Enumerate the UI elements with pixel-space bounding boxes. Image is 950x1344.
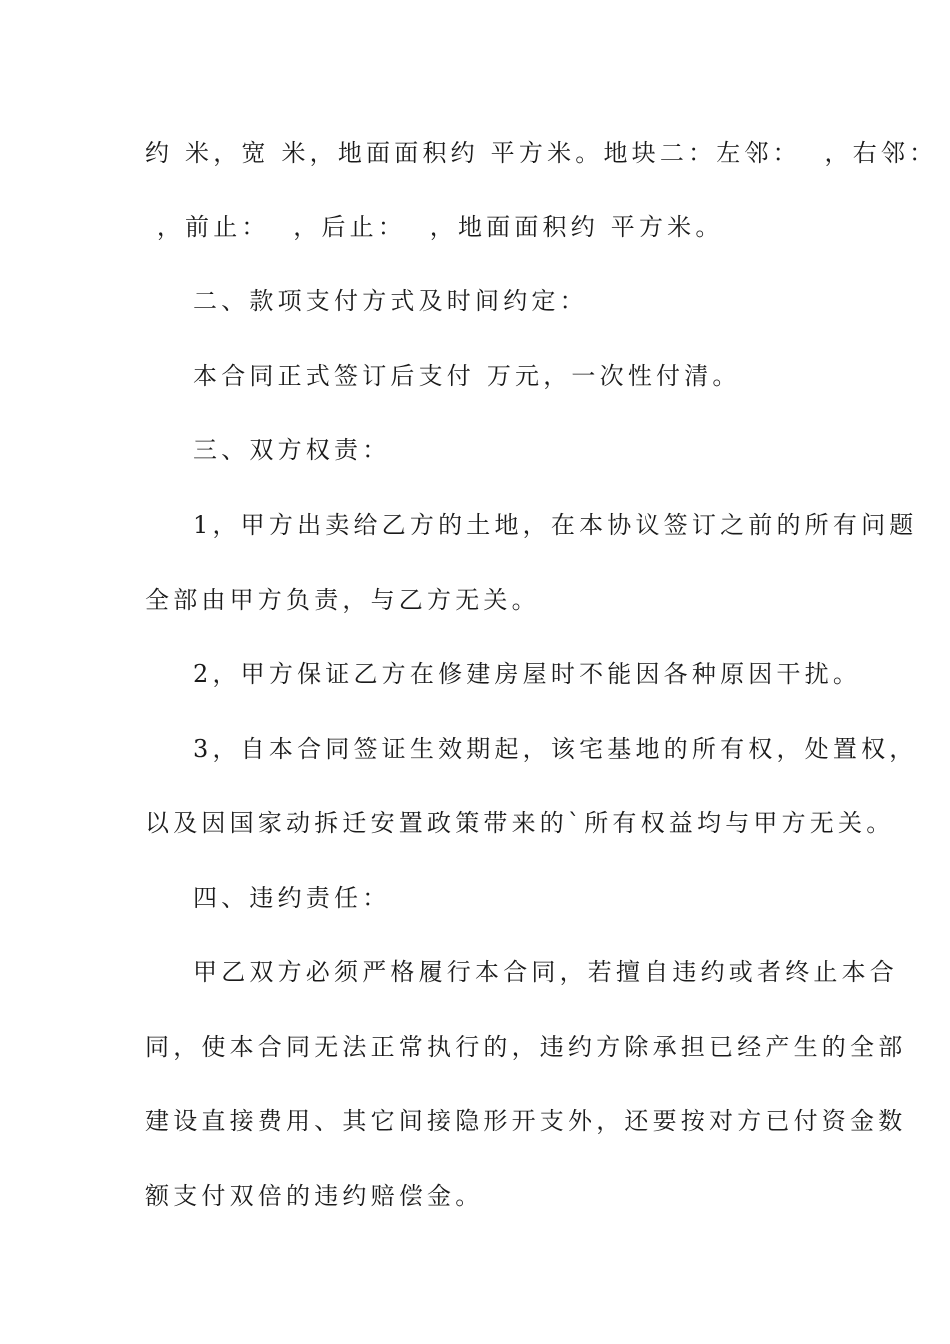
text-line: 1，甲方出卖给乙方的土地，在本协议签订之前的所有问题 — [193, 511, 918, 539]
section-heading: 三、双方权责： — [193, 436, 391, 464]
text-line: 3，自本合同签证生效期起，该宅基地的所有权，处置权， — [193, 735, 918, 763]
section-heading: 二、款项支付方式及时间约定： — [193, 287, 588, 315]
text-line: 全部由甲方负责，与乙方无关。 — [145, 586, 540, 614]
text-line: 甲乙双方必须严格履行本合同，若擅自违约或者终止本合 — [193, 958, 898, 986]
text-line: 本合同正式签订后支付 万元，一次性付清。 — [193, 362, 741, 390]
text-line: 同，使本合同无法正常执行的，违约方除承担已经产生的全部 — [145, 1033, 907, 1061]
text-line: 建设直接费用、其它间接隐形开支外，还要按对方已付资金数 — [145, 1107, 907, 1135]
text-line: 额支付双倍的违约赔偿金。 — [145, 1182, 484, 1210]
text-line: 以及因国家动拆迁安置政策带来的`所有权益均与甲方无关。 — [145, 809, 895, 837]
section-heading: 四、违约责任： — [193, 884, 391, 912]
text-line: ，前止： ，后止： ，地面面积约 平方米。 — [145, 213, 724, 241]
text-line: 2，甲方保证乙方在修建房屋时不能因各种原因干扰。 — [193, 660, 862, 688]
text-line: 约 米，宽 米，地面面积约 平方米。地块二：左邻： ，右邻： — [145, 139, 938, 167]
